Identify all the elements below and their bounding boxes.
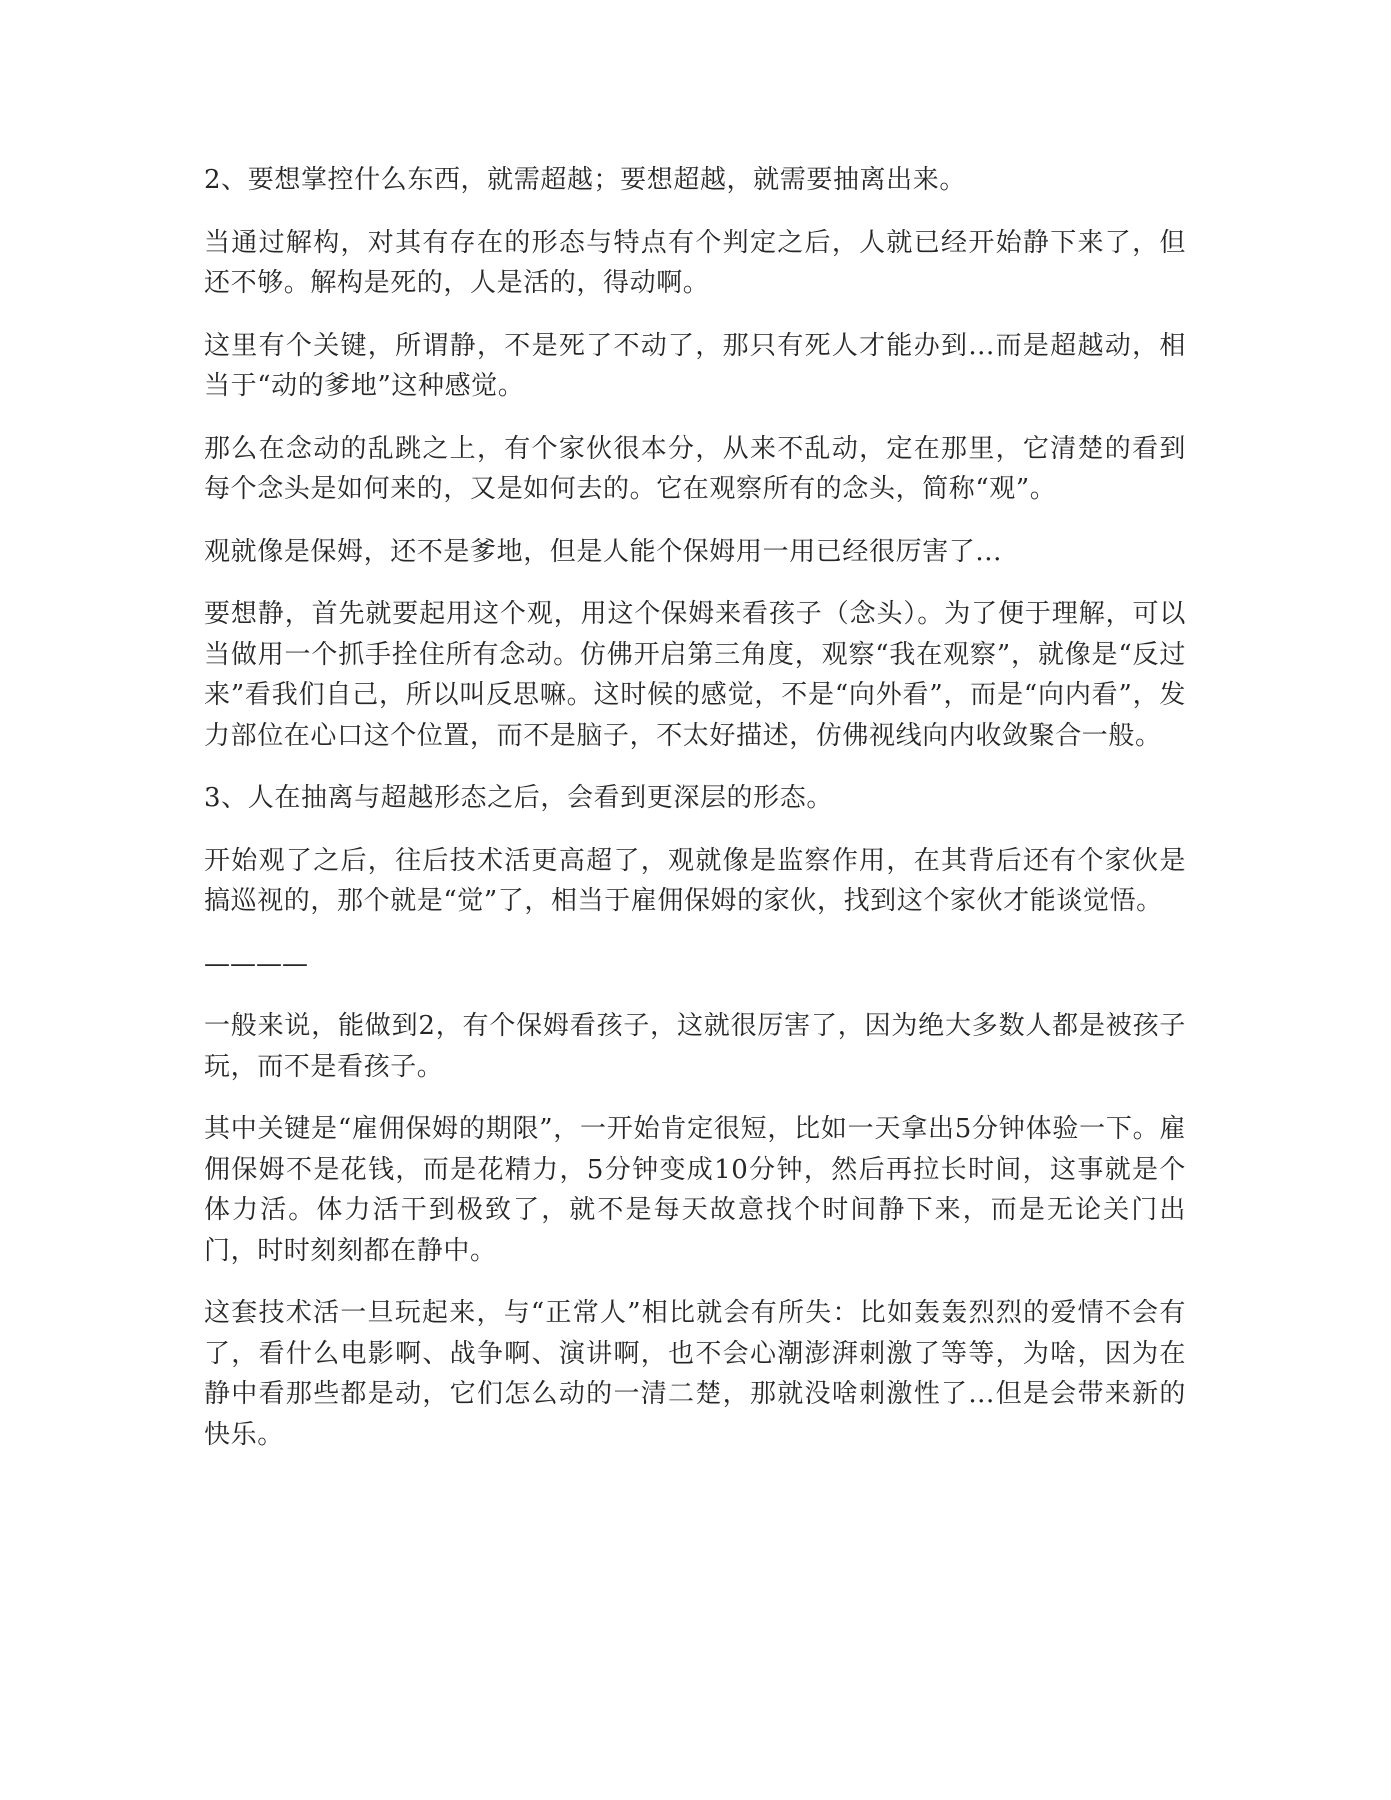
paragraph: 那么在念动的乱跳之上，有个家伙很本分，从来不乱动，定在那里，它清楚的看到每个念头是如何来的，又是如何去的。它在观察所有的念头，简称“观”。	[204, 433, 1186, 504]
heading-point-3: 3、人在抽离与超越形态之后，会看到更深层的形态。	[204, 783, 833, 813]
heading-point-2: 2、要想掌控什么东西，就需超越；要想超越，就需要抽离出来。	[204, 165, 966, 195]
section-divider: ————	[204, 948, 308, 979]
paragraph: 其中关键是“雇佣保姆的期限”，一开始肯定很短，比如一天拿出5分钟体验一下。雇佣保姆不是花钱，而是花精力，5分钟变成10分钟，然后再拉长时间，这事就是个体力活。体力活干到极致了，就不是每天故意找个时间静下来，而是无论关门出门，时时刻刻都在静中。	[204, 1114, 1186, 1266]
document-body	[204, 160, 1186, 1477]
paragraph: 观就像是保姆，还不是爹地，但是人能个保姆用一用已经很厉害了...	[204, 536, 1002, 567]
paragraph: 这套技术活一旦玩起来，与“正常人”相比就会有所失：比如轰轰烈烈的爱情不会有了，看什么电影啊、战争啊、演讲啊，也不会心潮澎湃刺激了等等，为啥，因为在静中看那些都是动，它们怎么动的一清二楚，那就没啥刺激性了...但是会带来新的快乐。	[204, 1298, 1186, 1450]
paragraph: 当通过解构，对其有存在的形态与特点有个判定之后，人就已经开始静下来了，但还不够。解构是死的，人是活的，得动啊。	[204, 227, 1186, 298]
paragraph: 一般来说，能做到2，有个保姆看孩子，这就很厉害了，因为绝大多数人都是被孩子玩，而不是看孩子。	[204, 1011, 1186, 1082]
paragraph: 要想静，首先就要起用这个观，用这个保姆来看孩子（念头）。为了便于理解，可以当做用一个抓手拴住所有念动。仿佛开启第三角度，观察“我在观察”，就像是“反过来”看我们自己，所以叫反思嘛。这时候的感觉，不是“向外看”，而是“向内看”，发力部位在心口这个位置，而不是脑子，不太好描述，仿佛视线向内收敛聚合一般。	[204, 599, 1186, 751]
paragraph: 开始观了之后，往后技术活更高超了，观就像是监察作用，在其背后还有个家伙是搞巡视的，那个就是“觉”了，相当于雇佣保姆的家伙，找到这个家伙才能谈觉悟。	[204, 845, 1186, 916]
paragraph: 这里有个关键，所谓静，不是死了不动了，那只有死人才能办到...而是超越动，相当于“动的爹地”这种感觉。	[204, 330, 1186, 401]
